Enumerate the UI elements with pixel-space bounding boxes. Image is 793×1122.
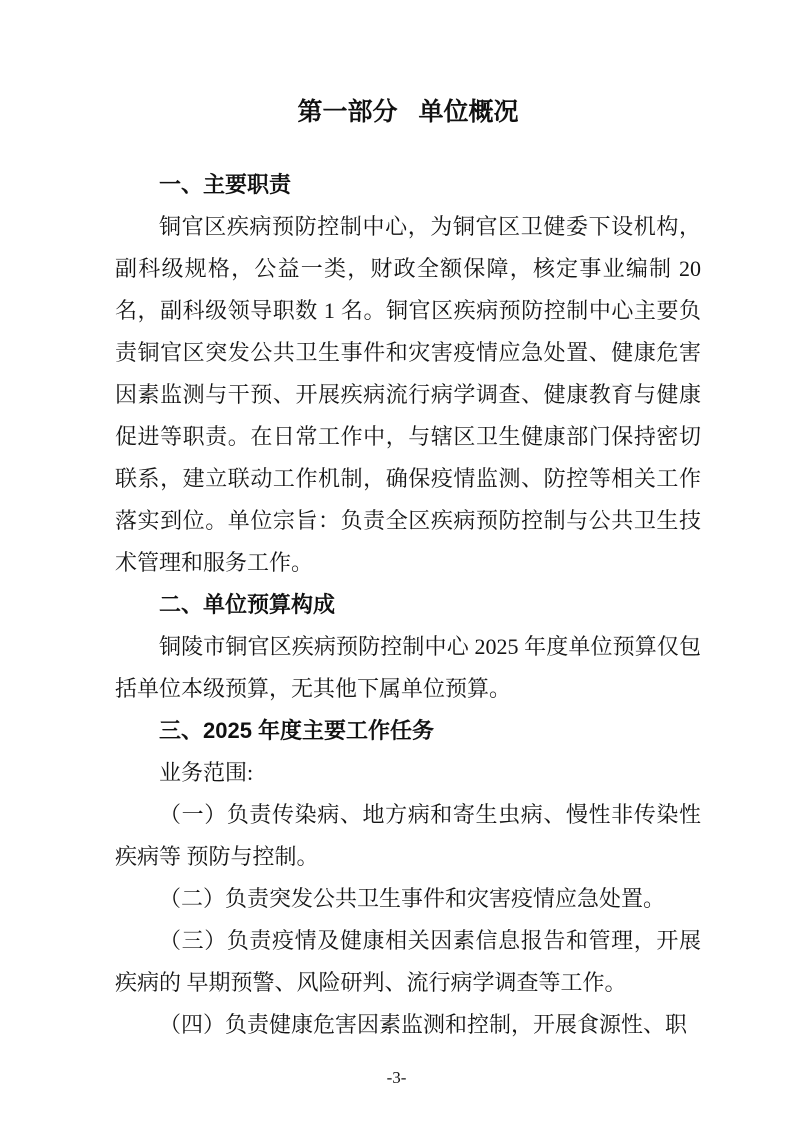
paragraph-budget-composition: 铜陵市铜官区疾病预防控制中心 2025 年度单位预算仅包括单位本级预算，无其他下属单位预算。 [115, 634, 701, 701]
section-heading-2025-tasks: 三、2025 年度主要工作任务 [159, 718, 435, 743]
paragraph-task-item-2: （二）负责突发公共卫生事件和灾害疫情应急处置。 [159, 886, 666, 911]
paragraph-main-duties: 铜官区疾病预防控制中心，为铜官区卫健委下设机构，副科级规格，公益一类，财政全额保障，核定事业编制 20 名，副科级领导职数 1 名。铜官区疾病预防控制中心主要负责铜官区突发公共卫生事件和灾害疫情应急处置、健康危害因素监测与干预、开展疾病流行病学调查、健康教育与健康促进等职责。在日常工作中，与辖区卫生健康部门保持密切联系，建立联动工作机制，确保疫情监测、防控等相关工作落实到位。单位宗旨：负责全区疾病预防控制与公共卫生技术管理和服务工作。 [115, 214, 701, 575]
paragraph-task-item-3: （三）负责疫情及健康相关因素信息报告和管理，开展疾病的 早期预警、风险研判、流行病学调查等工作。 [115, 928, 701, 995]
paragraph-task-item-1: （一）负责传染病、地方病和寄生虫病、慢性非传染性疾病等 预防与控制。 [115, 802, 701, 869]
paragraph-task-item-4: （四）负责健康危害因素监测和控制，开展食源性、职 [159, 1012, 688, 1037]
section-heading-main-duties: 一、主要职责 [159, 172, 292, 197]
section-main-duties [115, 164, 701, 584]
page-number: -3- [386, 1068, 407, 1087]
page-title: 第一部分 单位概况 [297, 98, 519, 126]
section-2025-tasks [115, 710, 701, 1046]
section-budget-composition [115, 584, 701, 710]
section-heading-budget-composition: 二、单位预算构成 [159, 592, 336, 617]
paragraph-business-scope-label: 业务范围: [159, 760, 254, 785]
